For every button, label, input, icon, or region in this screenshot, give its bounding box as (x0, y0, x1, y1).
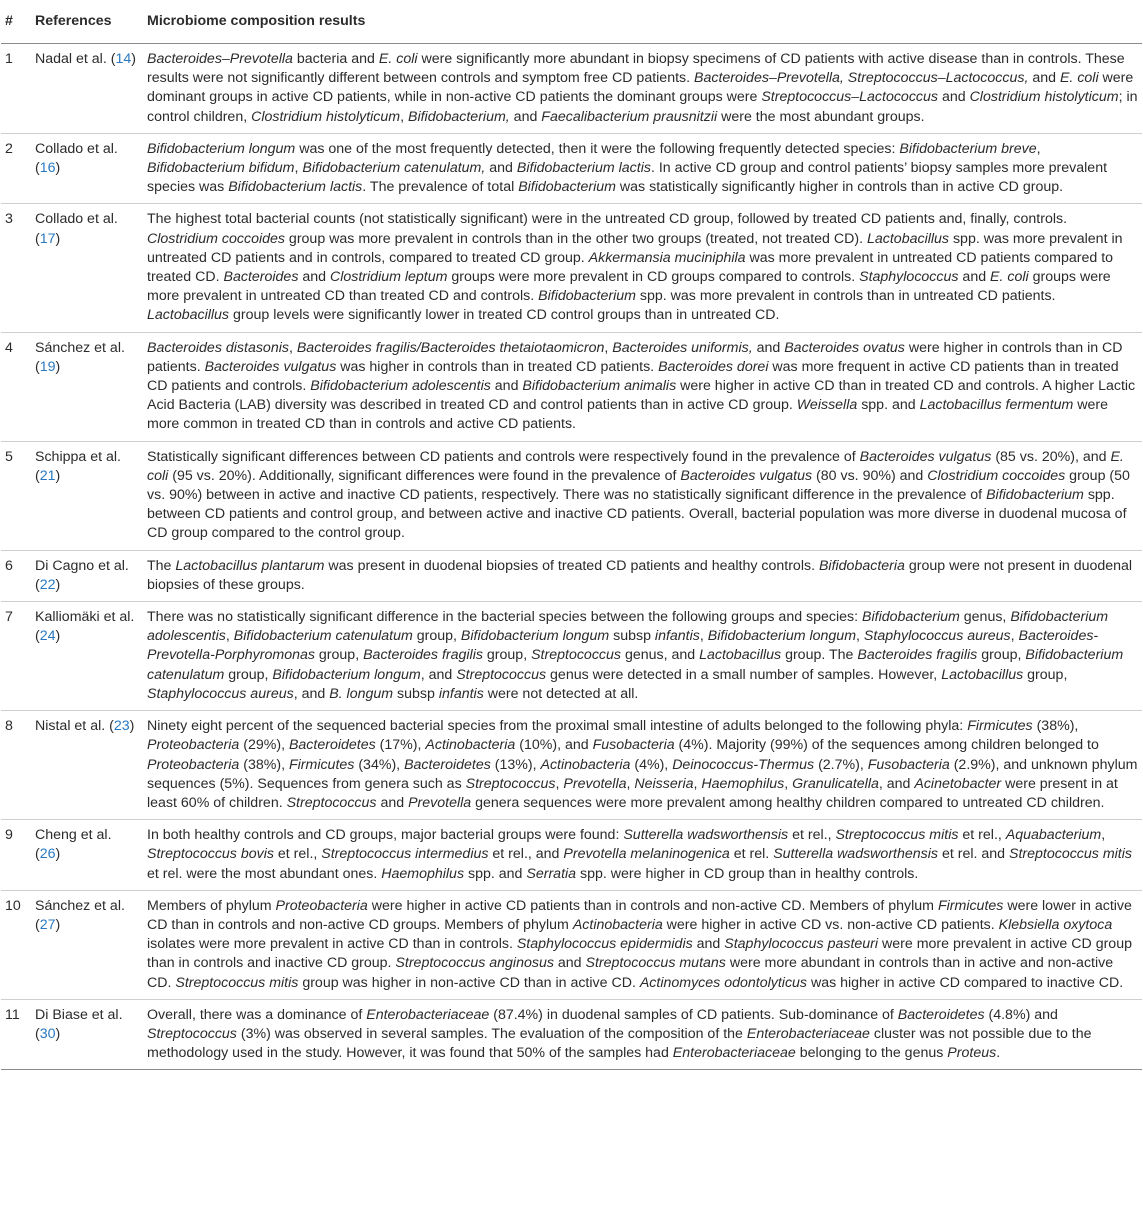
species-name: Bifidobacterium adolescentis (147, 609, 1109, 645)
text-segment: were present in at least 60% of children. (147, 775, 1118, 811)
text-segment: were higher in active CD patients than in controls and non-active CD. Members of phylum (367, 897, 938, 914)
text-segment: and (485, 160, 517, 177)
species-name: Streptococcus bovis (147, 846, 274, 863)
species-name: Acinetobacter (914, 775, 1002, 792)
species-name: Bifidobacterium longum (707, 628, 857, 645)
text-segment: (85 vs. 20%), and (991, 448, 1111, 465)
reference-author: Di Cagno et al. (35, 557, 129, 574)
row-number: 10 (1, 890, 31, 999)
reference-author: Di Biase et al. (35, 1006, 123, 1023)
species-name: Bifidobacterium bifidum (147, 160, 295, 177)
text-segment: (13%), (490, 756, 541, 773)
species-name: Bifidobacterium (986, 487, 1084, 504)
species-name: Streptococcus (465, 775, 556, 792)
text-segment: were more prevalent in active CD group than in controls and inactive CD group. (147, 936, 1132, 972)
species-name: Lactobacillus (866, 230, 950, 247)
text-segment: , (400, 108, 408, 125)
row-number: 6 (1, 550, 31, 601)
text-segment: spp. was more prevalent in controls than in untreated CD patients. (635, 288, 1056, 305)
species-name: Sutterella wadsworthensis (623, 827, 789, 844)
species-name: Bacteroidetes (288, 737, 376, 754)
row-number: 11 (1, 999, 31, 1070)
species-name: Streptococcus mitis (175, 974, 299, 991)
text-segment: genus, and (621, 647, 700, 664)
text-segment: , (1036, 140, 1041, 157)
species-name: Streptococcus anginosus (395, 955, 554, 972)
species-name: Streptococcus intermedius (321, 846, 489, 863)
species-name: Bifidobacterium lactis (516, 160, 651, 177)
species-name: Bacteroides fragilis (363, 647, 483, 664)
species-name: Bacteroides-Prevotella-Porphyromonas (147, 628, 1099, 664)
species-name: Bacteroides uniformis, (612, 339, 753, 356)
text-segment: , (699, 628, 708, 645)
species-name: Proteus (947, 1045, 997, 1062)
reference-cell: Di Biase et al. (30) (31, 999, 143, 1070)
species-name: Enterobacteriaceae (672, 1045, 796, 1062)
text-segment: (17%), (375, 737, 426, 754)
text-segment: (4%), (630, 756, 673, 773)
species-name: Staphylococcus epidermidis (516, 936, 693, 953)
species-name: Weissella (796, 397, 858, 414)
table-row (1, 332, 1142, 441)
header-references: References (31, 0, 143, 44)
table-row (1, 44, 1142, 134)
text-segment: The highest total bacterial counts (not statistically significant) were in the untreated CD group, followed by treated CD patients and, finally, controls. (147, 211, 1068, 228)
text-segment: genus, (959, 609, 1011, 626)
species-name: Bifidobacterium (538, 288, 636, 305)
text-segment: cluster was not possible due to the methodology used in the study. However, it was found that 50% of the samples had (147, 1025, 1092, 1062)
text-segment: spp. was more prevalent in untreated CD patients and in controls, compared to treated CD group. (147, 230, 1123, 266)
text-segment: group, (1023, 666, 1068, 683)
text-segment: were higher in active CD vs. non-active CD patients. (662, 916, 999, 933)
table-row (1, 602, 1142, 711)
text-segment: Ninety eight percent of the sequenced bacterial species from the proximal small intestine of adults belonged to the following phyla: (147, 718, 968, 735)
text-segment: and (958, 269, 991, 286)
text-segment: group was more prevalent in controls than in the other two groups (treated, not treated CD). (284, 230, 867, 247)
header-row (1, 0, 1142, 44)
species-name: Clostridium histolyticum (251, 108, 401, 125)
text-segment: In both healthy controls and CD groups, major bacterial groups were found: (147, 827, 624, 844)
text-segment: and (298, 269, 330, 286)
text-segment: were significantly more abundant in biopsy specimens of CD patients with active disease than in controls. These results were not significantly different between controls and symptom free CD patients. (147, 51, 1125, 87)
species-name: Fusobacteria (592, 737, 675, 754)
text-segment: was higher in active CD compared to inactive CD. (807, 974, 1124, 991)
species-name: Bacteroidetes (897, 1006, 985, 1023)
reference-link[interactable]: 22 (39, 576, 56, 593)
species-name: Bacteroides–Prevotella (147, 51, 293, 67)
text-segment: group, (482, 647, 532, 664)
species-name: Bifidobacterium breve (899, 140, 1037, 157)
text-segment: were higher in active CD than in treated CD and controls. A higher Lactic Acid Bacteria (LAB) diversity was described in treated CD and control patients than in active CD group. (147, 378, 1136, 414)
text-segment: spp. were higher in CD group than in healthy controls. (576, 865, 919, 882)
text-segment: were the most abundant groups. (717, 108, 925, 125)
species-name: Faecalibacterium prausnitzii (541, 108, 718, 125)
species-name: Bifidobacterium, (408, 108, 510, 125)
text-segment: spp. between CD patients and control group, and between active and inactive CD patients. Overall, bacterial population was more diverse in duodenal mucosa of CD group compared to the control group. (147, 487, 1127, 542)
text-segment: group was higher in non-active CD than in active CD. (298, 974, 640, 991)
reference-author: Sánchez et al. (35, 897, 125, 914)
reference-link[interactable]: 23 (113, 718, 130, 735)
species-name: Aquabacterium (1005, 827, 1102, 844)
species-name: Actinomyces odontolyticus (639, 974, 808, 991)
reference-cell: Kalliomäki et al. (24) (31, 602, 143, 711)
text-segment: and (553, 955, 586, 972)
text-segment: , (294, 160, 303, 177)
species-name: Prevotella (408, 794, 472, 811)
text-segment: et rel., and (488, 846, 564, 863)
species-name: infantis (438, 685, 484, 702)
results-text (143, 44, 1142, 134)
text-segment: group, (412, 628, 461, 645)
results-text (143, 441, 1142, 550)
text-segment: . (996, 1045, 1001, 1062)
row-number: 4 (1, 332, 31, 441)
table-body (1, 44, 1142, 1070)
text-segment: group (50 vs. 90%) between in active and inactive CD patients, respectively. There was no statistically significant difference in the prevalence of (147, 467, 1130, 504)
text-segment: et rel., (273, 846, 322, 863)
reference-link[interactable]: 24 (39, 628, 56, 645)
species-name: Streptococcus (147, 1025, 237, 1042)
species-name: Bifidobacterium catenulatum, (302, 160, 486, 177)
reference-link[interactable]: 26 (39, 846, 56, 863)
species-name: B. longum (329, 685, 394, 702)
header-num: # (1, 0, 31, 44)
results-text (143, 550, 1142, 601)
text-segment: group, (314, 647, 364, 664)
text-segment: were more common in treated CD than in controls and active CD patients. (147, 397, 1109, 433)
species-name: Bifidobacterium longum (147, 140, 296, 157)
species-name: Proteobacteria (275, 897, 368, 914)
text-segment: Overall, there was a dominance of (147, 1006, 367, 1023)
species-name: Bacteroides fragilis (857, 647, 978, 664)
reference-cell: Nadal et al. (14) (31, 44, 143, 134)
text-segment: group. The (781, 647, 858, 664)
text-segment: (95 vs. 20%). Additionally, significant differences were found in the prevalence of (168, 467, 681, 484)
text-segment: et rel. (729, 846, 774, 863)
text-segment: groups were more prevalent in CD groups compared to controls. (447, 269, 860, 286)
species-name: Bacteroides fragilis/Bacteroides thetaiotaomicron (296, 339, 605, 356)
species-name: Bifidobacterium longum (460, 628, 610, 645)
text-segment: were not detected at all. (483, 685, 639, 702)
reference-link[interactable]: 17 (39, 230, 56, 247)
row-number: 5 (1, 441, 31, 550)
text-segment: was present in duodenal biopsies of treated CD patients and healthy controls. (324, 557, 819, 574)
reference-cell: Sánchez et al. (27) (31, 890, 143, 999)
species-name: Proteobacteria (147, 756, 240, 773)
reference-link[interactable]: 16 (39, 160, 56, 177)
table-row (1, 711, 1142, 820)
text-segment: (34%), (354, 756, 405, 773)
text-segment: (29%), (239, 737, 289, 754)
species-name: Bifidobacterium animalis (522, 378, 677, 395)
row-number: 3 (1, 204, 31, 332)
species-name: Deinococcus-Thermus (672, 756, 815, 773)
species-name: Bifidobacterium catenulatum (233, 628, 413, 645)
species-name: Prevotella (563, 775, 627, 792)
results-text (143, 820, 1142, 891)
reference-link[interactable]: 27 (39, 916, 56, 933)
text-segment: group, (977, 647, 1026, 664)
species-name: Fusobacteria (867, 756, 950, 773)
table-row (1, 204, 1142, 332)
text-segment: , (693, 775, 702, 792)
microbiome-table (1, 0, 1142, 1070)
text-segment: et rel., (958, 827, 1006, 844)
reference-author: Sánchez et al. (35, 339, 125, 356)
species-name: Bacteroides dorei (658, 358, 769, 375)
results-text (143, 711, 1142, 820)
text-segment: , (555, 775, 564, 792)
reference-cell: Collado et al. (16) (31, 133, 143, 204)
reference-cell: Di Cagno et al. (22) (31, 550, 143, 601)
species-name: Akkermansia muciniphila (588, 249, 746, 266)
species-name: Bifidobacterium longum (272, 666, 421, 683)
reference-author: Cheng et al. (35, 827, 112, 844)
text-segment: , (1101, 827, 1106, 844)
species-name: E. coli (990, 269, 1029, 286)
table-row (1, 820, 1142, 891)
species-name: Bacteroides ovatus (784, 339, 905, 356)
text-segment: , and (293, 685, 330, 702)
reference-author: Kalliomäki et al. (35, 609, 135, 626)
text-segment: was more prevalent in untreated CD patients compared to treated CD. (147, 249, 1114, 286)
species-name: Lactobacillus (147, 307, 230, 324)
text-segment: isolates were more prevalent in active CD than in controls. (147, 936, 517, 953)
species-name: Staphylococcus pasteuri (724, 936, 879, 953)
text-segment: was more frequent in active CD patients than in treated CD patients and controls. (147, 358, 1119, 395)
species-name: Sutterella wadsworthensis (773, 846, 938, 863)
text-segment: (80 vs. 90%) and (812, 467, 928, 484)
species-name: Streptococcus (286, 794, 377, 811)
text-segment: and (1028, 70, 1060, 87)
species-name: Lactobacillus plantarum (175, 557, 325, 574)
species-name: Bifidobacterium lactis (228, 179, 363, 196)
species-name: Streptococcus mitis (1008, 846, 1132, 863)
species-name: Prevotella melaninogenica (563, 846, 730, 863)
species-name: Enterobacteriaceae (366, 1006, 490, 1023)
results-text (143, 602, 1142, 711)
species-name: Streptococcus (531, 647, 621, 664)
reference-link[interactable]: 14 (115, 51, 132, 67)
text-segment: were more abundant in controls than in active and non-active CD. (147, 955, 1114, 991)
species-name: Enterobacteriaceae (746, 1025, 870, 1042)
reference-cell: Cheng et al. (26) (31, 820, 143, 891)
species-name: Bacteroides (223, 269, 299, 286)
species-name: Firmicutes (288, 756, 355, 773)
species-name: Streptococcus (456, 666, 547, 683)
text-segment: , (1010, 628, 1019, 645)
text-segment: (10%), and (515, 737, 593, 754)
text-segment: group levels were significantly lower in treated CD control groups than in untreated CD. (229, 307, 780, 324)
reference-link[interactable]: 21 (39, 467, 56, 484)
table-header (1, 0, 1142, 44)
text-segment: bacteria and (292, 51, 379, 67)
text-segment: . The prevalence of total (362, 179, 519, 196)
text-segment: (2.7%), (814, 756, 868, 773)
species-name: Serratia (526, 865, 577, 882)
species-name: Lactobacillus (699, 647, 782, 664)
text-segment: subsp (609, 628, 655, 645)
species-name: Staphylococcus aureus (863, 628, 1011, 645)
text-segment: (4%). Majority (99%) of the sequences among children belonged to (674, 737, 1099, 754)
text-segment: and (692, 936, 725, 953)
header-results: Microbiome composition results (143, 0, 1142, 44)
species-name: Staphylococcus (859, 269, 959, 286)
species-name: Lactobacillus fermentum (919, 397, 1074, 414)
species-name: Clostridium coccoides (147, 230, 285, 247)
text-segment: , (856, 628, 864, 645)
species-name: Bacteroidetes (404, 756, 491, 773)
row-number: 9 (1, 820, 31, 891)
species-name: Streptococcus mutans (585, 955, 726, 972)
text-segment: (4.8%) and (984, 1006, 1058, 1023)
species-name: Bacteroides vulgatus (680, 467, 813, 484)
species-name: Haemophilus (701, 775, 785, 792)
text-segment: group were not present in duodenal biopsies of these groups. (147, 557, 1133, 593)
reference-author: Nistal et al. (35, 718, 110, 735)
text-segment: was one of the most frequently detected, then it were the following frequently detected species: (295, 140, 900, 157)
species-name: Clostridium leptum (329, 269, 448, 286)
text-segment: et rel., (788, 827, 836, 844)
species-name: Proteobacteria (147, 737, 240, 754)
reference-cell: Sánchez et al. (19) (31, 332, 143, 441)
text-segment: groups were more prevalent in untreated CD than treated CD and controls. (147, 269, 1111, 305)
text-segment: (38%), (1032, 718, 1079, 735)
species-name: Streptococcus mitis (835, 827, 959, 844)
reference-cell: Schippa et al. (21) (31, 441, 143, 550)
text-segment: were dominant groups in active CD patients, while in non-active CD patients the dominant groups were (147, 70, 1134, 106)
text-segment: , (225, 628, 234, 645)
species-name: E. coli (378, 51, 418, 67)
text-segment: and (376, 794, 409, 811)
text-segment: was statistically significantly higher in controls than in active CD group. (615, 179, 1064, 196)
species-name: Streptococcus–Lactococcus (761, 89, 938, 106)
row-number: 7 (1, 602, 31, 711)
species-name: E. coli (147, 448, 1124, 484)
text-segment: (3%) was observed in several samples. The evaluation of the composition of the (236, 1025, 747, 1042)
text-segment: (87.4%) in duodenal samples of CD patients. Sub-dominance of (489, 1006, 898, 1023)
species-name: Actinobacteria (425, 737, 516, 754)
species-name: infantis (654, 628, 700, 645)
text-segment: et rel. were the most abundant ones. (147, 865, 382, 882)
reference-cell: Nistal et al. (23) (31, 711, 143, 820)
text-segment: and (490, 378, 523, 395)
results-text (143, 204, 1142, 332)
species-name: Clostridium coccoides (927, 467, 1066, 484)
reference-cell: Collado et al. (17) (31, 204, 143, 332)
text-segment: were higher in controls than in CD patients. (147, 339, 1123, 375)
text-segment: (38%), (239, 756, 289, 773)
text-segment: ; in control children, (147, 89, 1138, 125)
text-segment: were lower in active CD than in controls and non-active CD groups. Members of phylum (147, 897, 1132, 933)
text-segment: and (938, 89, 970, 106)
text-segment: and (509, 108, 542, 125)
species-name: Firmicutes (937, 897, 1004, 914)
text-segment: Statistically significant differences between CD patients and controls were respectively found in the prevalence of (147, 448, 860, 465)
species-name: Bifidobacterium catenulatum (147, 647, 1124, 683)
results-text (143, 999, 1142, 1070)
text-segment: , (626, 775, 635, 792)
results-text (143, 133, 1142, 204)
text-segment: . In active CD group and control patients’ biopsy samples more prevalent species was (147, 160, 1108, 196)
row-number: 8 (1, 711, 31, 820)
species-name: Granulicatella (792, 775, 879, 792)
reference-link[interactable]: 30 (39, 1025, 56, 1042)
text-segment: was higher in controls than in treated CD patients. (336, 358, 659, 375)
species-name: Bifidobacterium adolescentis (310, 378, 491, 395)
species-name: Bifidobacteria (818, 557, 905, 574)
text-segment: spp. and (857, 397, 920, 414)
table-row (1, 550, 1142, 601)
reference-link[interactable]: 19 (39, 358, 56, 375)
text-segment: The (147, 557, 176, 574)
text-segment: , (784, 775, 793, 792)
species-name: Staphylococcus aureus (147, 685, 294, 702)
text-segment: et rel. and (938, 846, 1009, 863)
species-name: Bacteroides distasonis (147, 339, 289, 356)
species-name: E. coli (1059, 70, 1099, 87)
species-name: Actinobacteria (540, 756, 631, 773)
text-segment: genus were detected in a small number of samples. However, (546, 666, 942, 683)
text-segment: subsp (393, 685, 439, 702)
table-row (1, 890, 1142, 999)
text-segment: , and (878, 775, 915, 792)
table-row (1, 999, 1142, 1070)
text-segment: spp. and (464, 865, 527, 882)
text-segment: , and (420, 666, 457, 683)
species-name: Haemophilus (381, 865, 465, 882)
table-row (1, 441, 1142, 550)
species-name: Lactobacillus (941, 666, 1024, 683)
species-name: Clostridium histolyticum (969, 89, 1119, 106)
species-name: Neisseria (634, 775, 694, 792)
species-name: Actinobacteria (572, 916, 663, 933)
results-text (143, 890, 1142, 999)
results-text (143, 332, 1142, 441)
reference-author: Collado et al. (35, 211, 118, 228)
species-name: Bacteroides–Prevotella, Streptococcus–Lactococcus, (694, 70, 1029, 87)
text-segment: Members of phylum (147, 897, 276, 914)
species-name: Bacteroides vulgatus (859, 448, 992, 465)
text-segment: and (752, 339, 785, 356)
species-name: Bacteroides vulgatus (204, 358, 337, 375)
text-segment: group, (224, 666, 273, 683)
table-row (1, 133, 1142, 204)
species-name: Klebsiella oxytoca (998, 916, 1113, 933)
reference-author: Schippa et al. (35, 448, 121, 465)
species-name: Bifidobacterium (518, 179, 616, 196)
reference-author: Nadal et al. (35, 51, 111, 67)
text-segment: (2.9%), and unknown phylum sequences (5%). Sequences from genera such as (147, 756, 1138, 792)
row-number: 1 (1, 44, 31, 134)
reference-author: Collado et al. (35, 140, 118, 157)
text-segment: , (288, 339, 297, 356)
species-name: Firmicutes (967, 718, 1033, 735)
text-segment: genera sequences were more prevalent among healthy children compared to untreated CD children. (471, 794, 1105, 811)
text-segment: There was no statistically significant difference in the bacterial species between the following groups and species: (147, 609, 863, 626)
species-name: Bifidobacterium (862, 609, 960, 626)
row-number: 2 (1, 133, 31, 204)
text-segment: belonging to the genus (795, 1045, 948, 1062)
text-segment: , (604, 339, 613, 356)
